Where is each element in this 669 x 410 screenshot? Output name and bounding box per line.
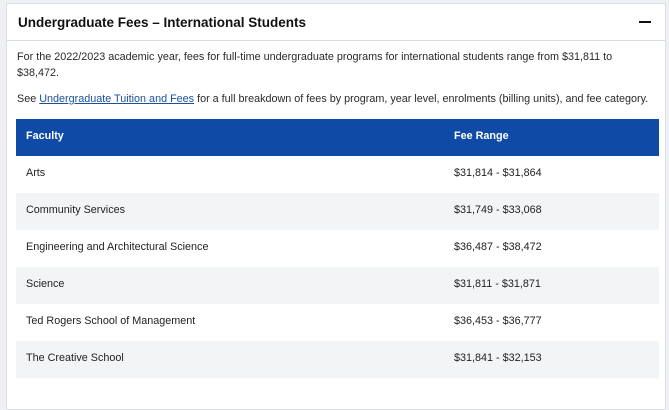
column-header-faculty: Faculty	[26, 130, 64, 143]
fee-range-cell: $36,453 - $36,777	[454, 315, 542, 328]
fee-range-cell: $31,814 - $31,864	[454, 167, 542, 180]
collapse-icon[interactable]	[637, 14, 653, 30]
faculty-cell: Ted Rogers School of Management	[26, 315, 196, 328]
fees-table	[16, 119, 659, 378]
faculty-cell: Community Services	[16, 193, 444, 230]
table-row	[16, 304, 659, 341]
table-row	[16, 230, 659, 267]
column-header-fee-range: Fee Range	[454, 130, 509, 143]
see-prefix: See	[17, 93, 40, 105]
intro-paragraph: For the 2022/2023 academic year, fees for full-time undergraduate programs for international students range from $31,811 to $38,472.	[17, 51, 613, 79]
fee-range-cell: $31,749 - $33,068	[444, 193, 659, 230]
accordion-body	[7, 41, 665, 378]
see-paragraph	[17, 92, 654, 108]
see-suffix: for a full breakdown of fees by program, year level, enrolments (billing units), and fee category.	[194, 93, 649, 105]
faculty-cell: Arts	[26, 167, 46, 180]
tuition-fees-link[interactable]: Undergraduate Tuition and Fees	[39, 93, 195, 105]
accordion-title: Undergraduate Fees – International Students	[18, 14, 307, 30]
table-header-row	[16, 119, 659, 156]
accordion-header[interactable]	[7, 4, 665, 41]
fee-range-cell: $31,841 - $32,153	[444, 341, 659, 378]
table-row	[16, 156, 659, 193]
table-row	[16, 341, 659, 378]
table-row	[16, 267, 659, 304]
accordion-panel	[6, 3, 666, 410]
faculty-cell: Science	[16, 267, 444, 304]
faculty-cell: Engineering and Architectural Science	[26, 241, 209, 254]
faculty-cell: The Creative School	[16, 341, 444, 378]
fee-range-cell: $36,487 - $38,472	[454, 241, 542, 254]
fee-range-cell: $31,811 - $31,871	[444, 267, 659, 304]
table-row	[16, 193, 659, 230]
